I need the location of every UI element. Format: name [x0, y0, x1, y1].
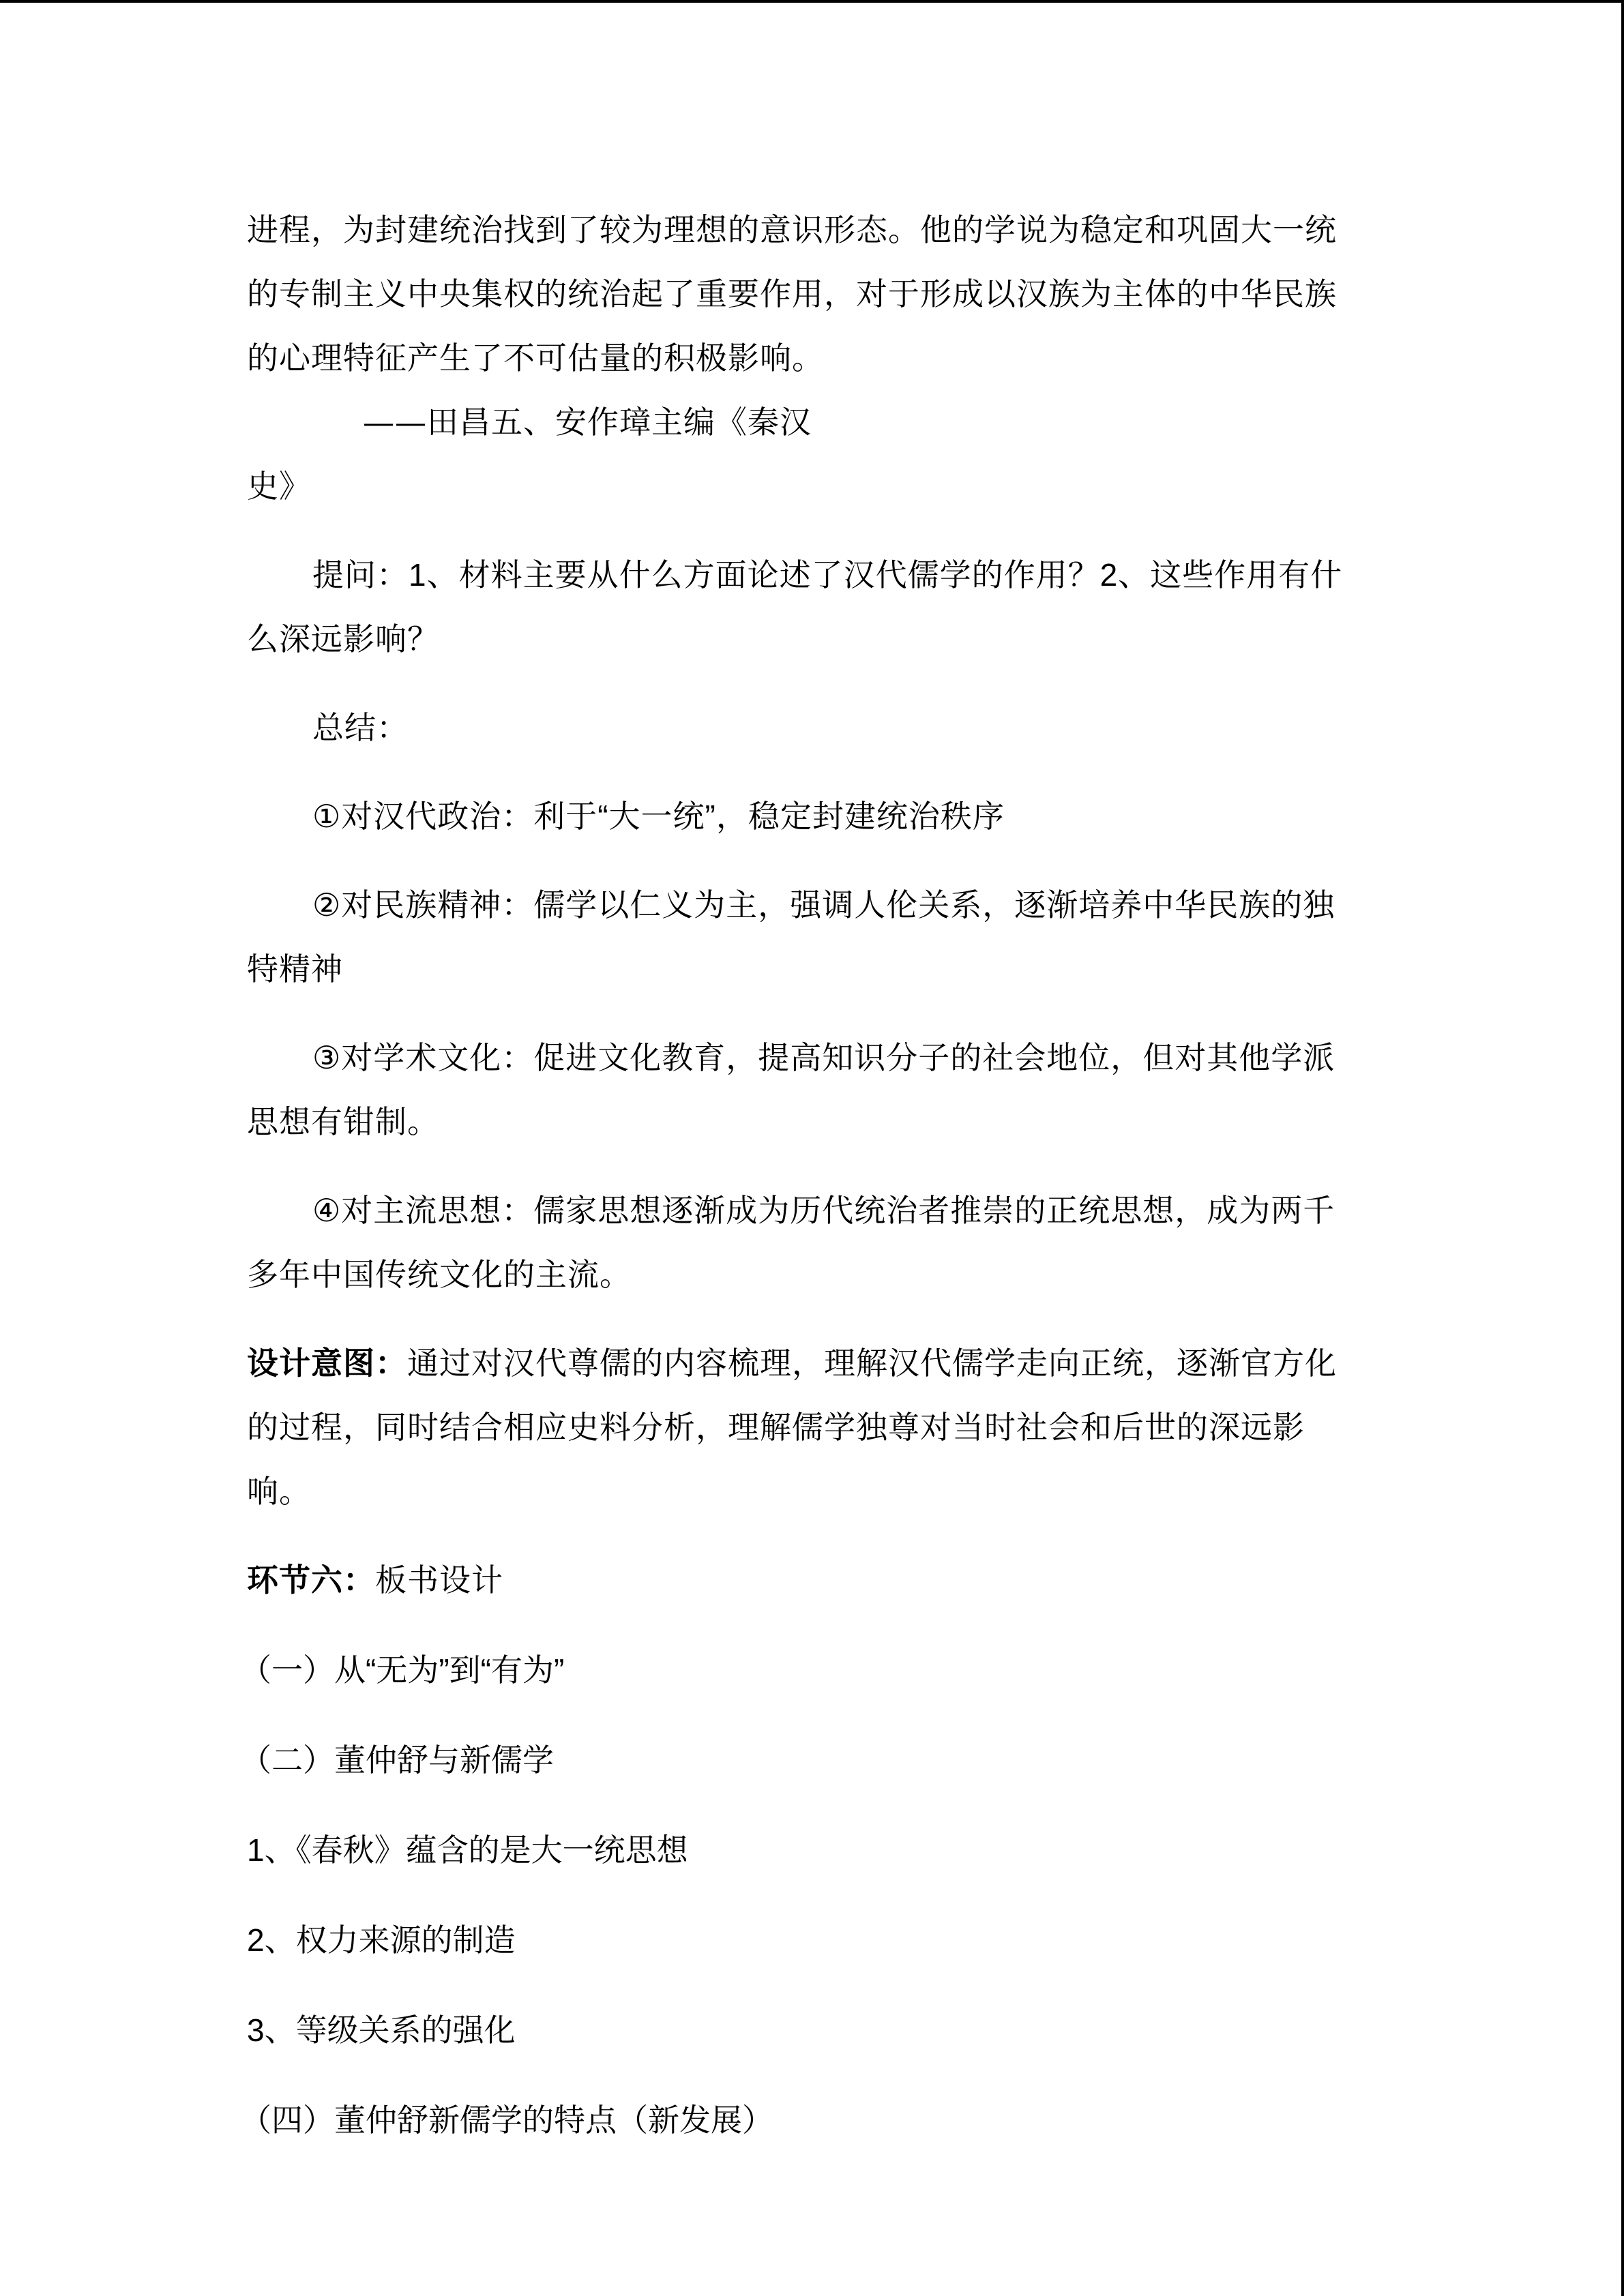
summary-point-4: ④对主流思想：儒家思想逐渐成为历代统治者推崇的正统思想，成为两千多年中国传统文化的主流。 — [247, 1193, 1335, 1292]
quote-line-1: 进程，为封建统治找到了较为理想的意识形态。他的学说为稳定和巩固大一统 — [247, 211, 1337, 248]
quote-line-3-text: 的心理特征产生了不可估量的积极影响。 — [247, 340, 824, 376]
summary-point-3: ③对学术文化：促进文化教育，提高知识分子的社会地位，但对其他学派思想有钳制。 — [247, 1040, 1335, 1139]
question-paragraph: 提问：1、材料主要从什么方面论述了汉代儒学的作用？2、这些作用有什么深远影响？ — [247, 557, 1343, 657]
design-intent-colon: ： — [375, 1345, 407, 1382]
board-item-1: （一）从“无为”到“有为” — [240, 1652, 565, 1688]
design-intent-text: 通过对汉代尊儒的内容梳理，理解汉代儒学走向正统，逐渐官方化的过程，同时结合相应史料分析，理解儒学独尊对当时社会和后世的深远影响。 — [247, 1345, 1337, 1510]
summary-label: 总结： — [312, 710, 409, 745]
quote-attribution: ——田昌五、安作璋主编《秦汉 — [363, 404, 812, 441]
design-intent-paragraph — [247, 1331, 1365, 1523]
summary-point-2: ②对民族精神：儒学以仁义为主，强调人伦关系，逐渐培养中华民族的独特精神 — [247, 887, 1335, 987]
summary-point-1: ①对汉代政治：利于“大一统”，稳定封建统治秩序 — [312, 799, 1005, 834]
document-body — [240, 198, 1365, 2152]
quoted-material — [247, 198, 1365, 518]
design-intent-label: 设计意图 — [247, 1345, 375, 1382]
quote-line-4: 史》 — [247, 468, 311, 505]
board-item-5: 3、等级关系的强化 — [247, 2012, 516, 2048]
quote-line-3 — [247, 326, 1365, 454]
board-item-6: （四）董仲舒新儒学的特点（新发展） — [240, 2102, 773, 2138]
section-six-title: 板书设计 — [375, 1562, 503, 1598]
section-six-colon: ： — [343, 1562, 375, 1598]
board-item-4: 2、权力来源的制造 — [247, 1922, 516, 1958]
quote-line-2: 的专制主义中央集权的统治起了重要作用，对于形成以汉族为主体的中华民族 — [247, 275, 1337, 312]
section-six-heading — [247, 1548, 1365, 1612]
board-item-2: （二）董仲舒与新儒学 — [240, 1742, 554, 1778]
section-six-label: 环节六 — [247, 1562, 343, 1598]
board-item-3: 1、《春秋》蕴含的是大一统思想 — [247, 1832, 688, 1868]
